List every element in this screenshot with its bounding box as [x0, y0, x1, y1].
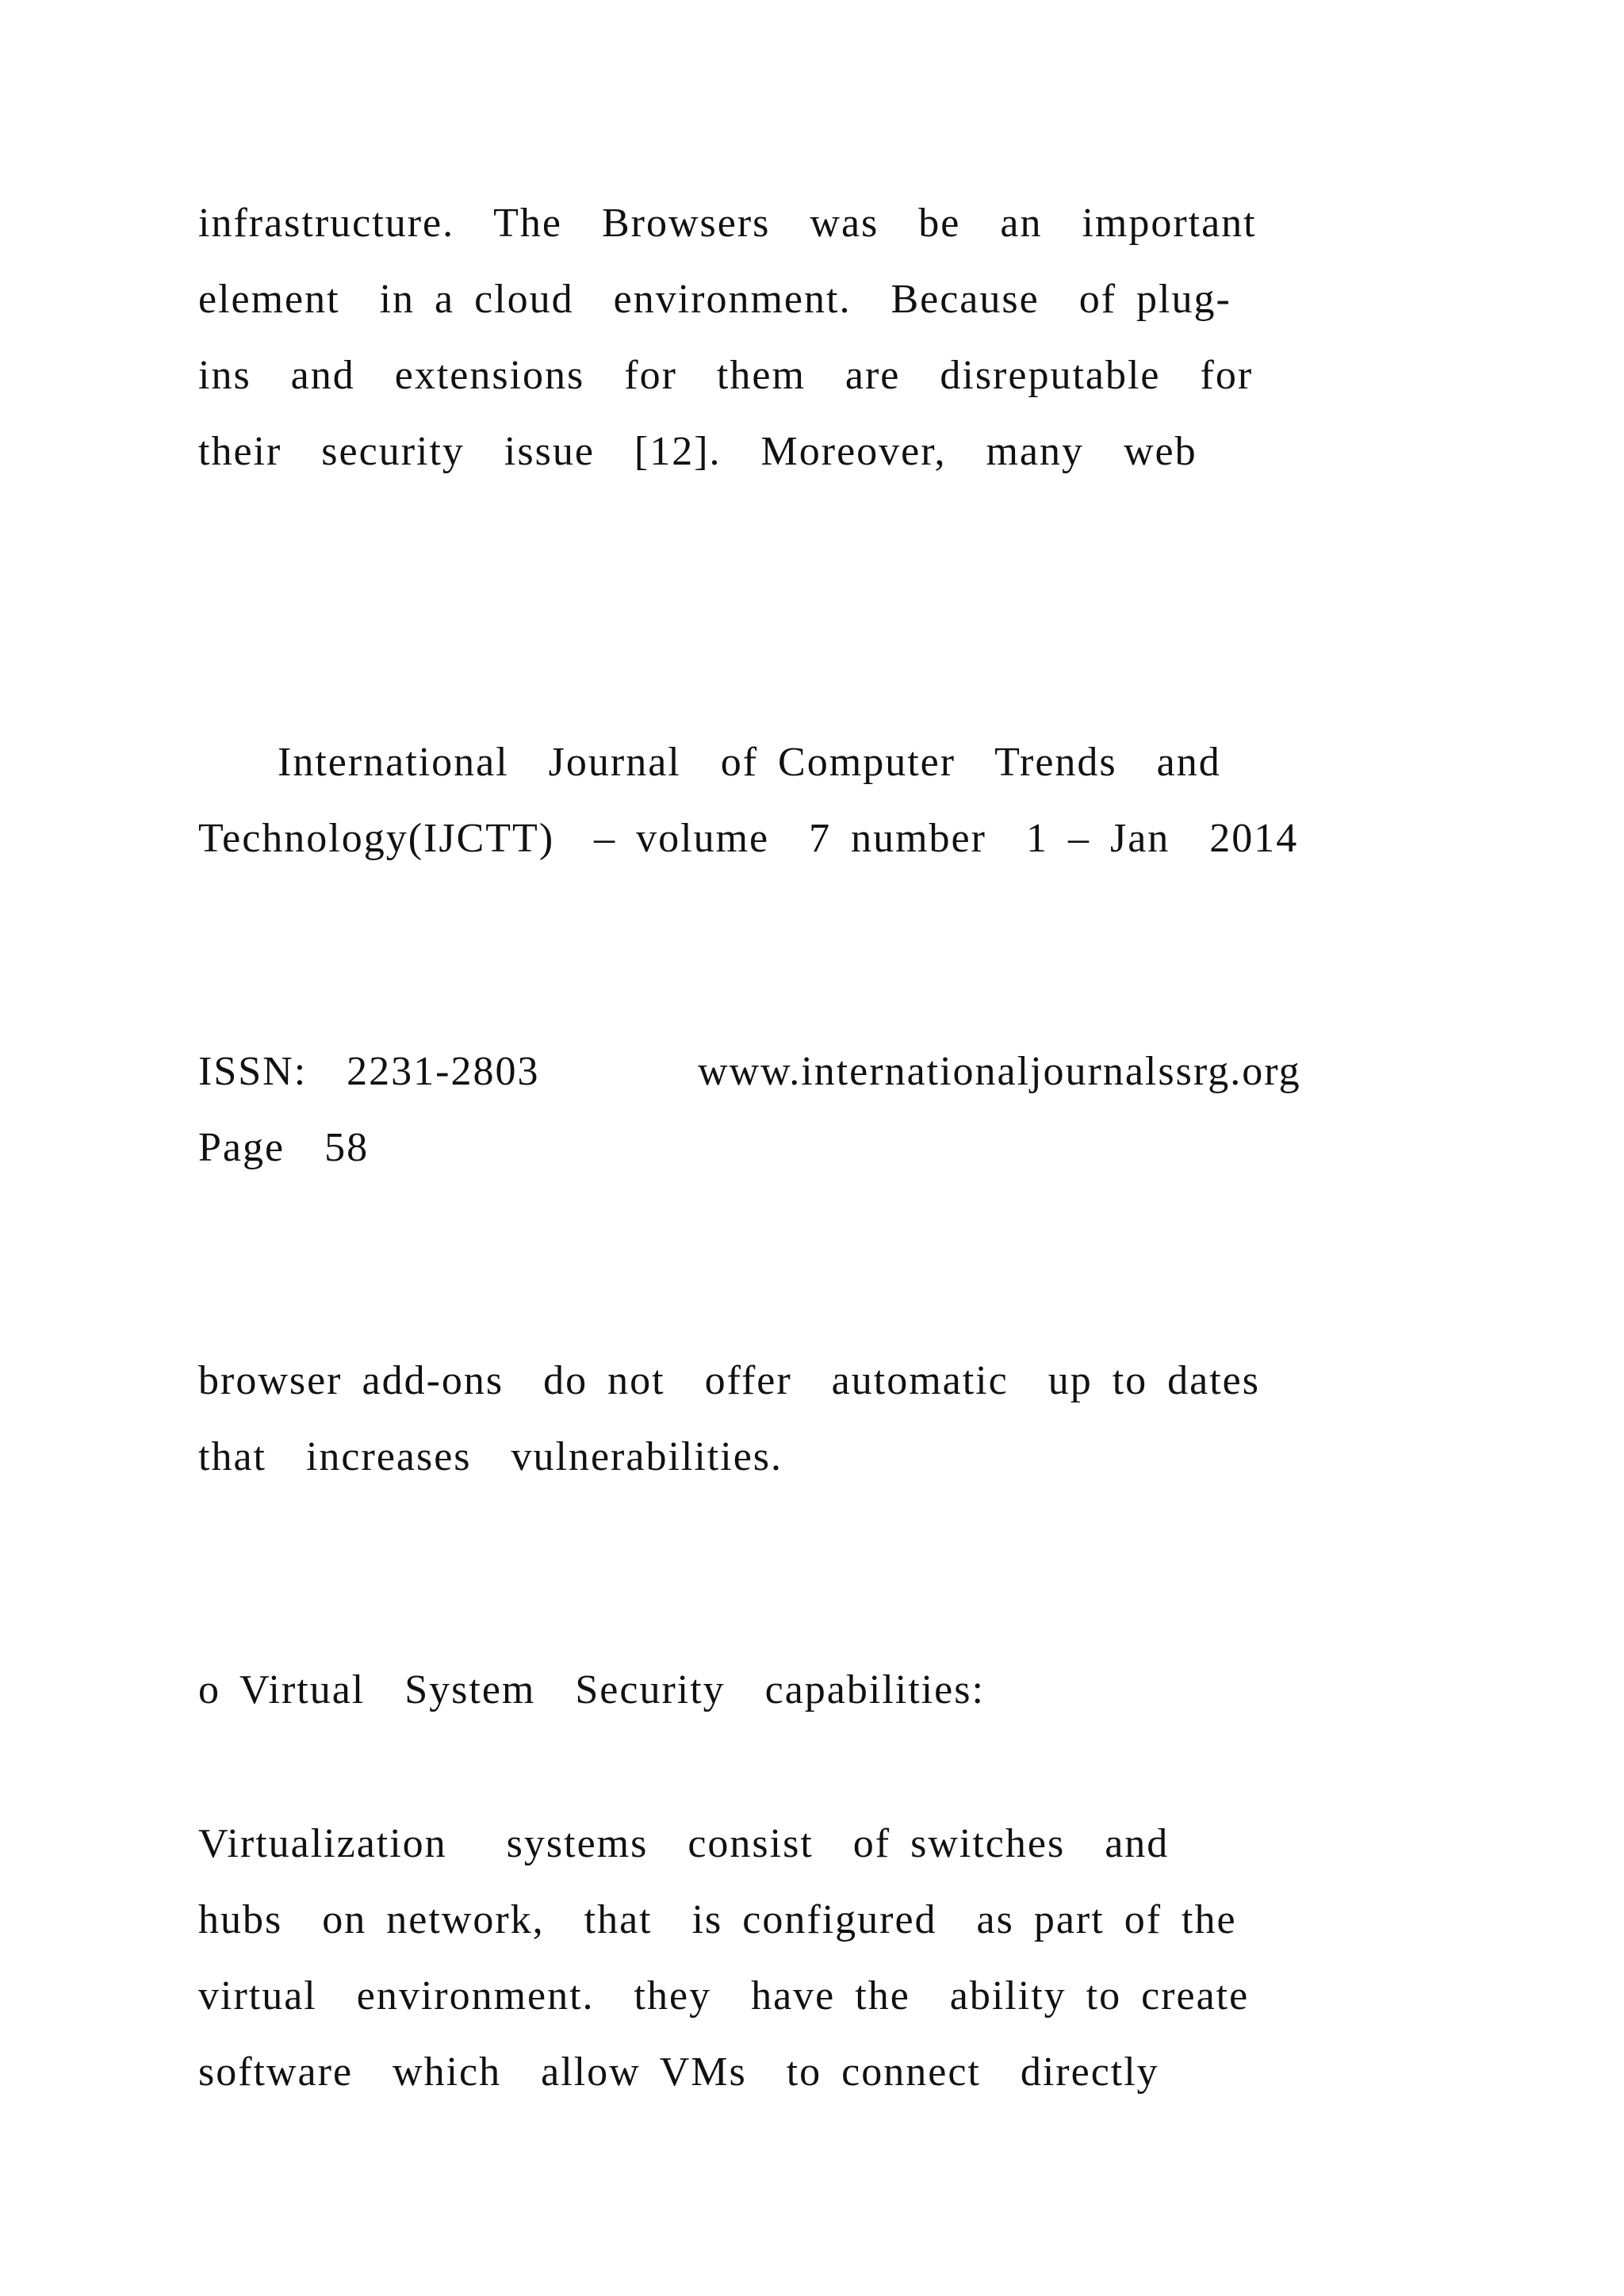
para3-line-3: virtual environment. they have the ability to create: [198, 1973, 1250, 2019]
para3-line-2: hubs on network, that is configured as part of the: [198, 1897, 1237, 1942]
issn-text: ISSN: 2231-2803: [198, 1049, 540, 1094]
journal-title-line-1: International Journal of Computer Trends and: [278, 740, 1221, 785]
para3-line-4: software which allow VMs to connect directly: [198, 2049, 1159, 2095]
para1-line-1: infrastructure. The Browsers was be an important: [198, 201, 1257, 246]
para3-line-1: Virtualization systems consist of switches and: [198, 1821, 1170, 1866]
journal-title-line-2: Technology(IJCTT) – volume 7 number 1 – Jan 2014: [198, 816, 1299, 861]
para1-line-2: element in a cloud environment. Because of plug-: [198, 277, 1231, 322]
para1-line-3: ins and extensions for them are disreputable for: [198, 353, 1254, 398]
page-number: Page 58: [198, 1125, 370, 1170]
journal-url: www.internationaljournalssrg.org: [698, 1049, 1301, 1094]
para2-line-1: browser add-ons do not offer automatic up to dates: [198, 1358, 1260, 1403]
para1-line-4: their security issue [12]. Moreover, many web: [198, 429, 1197, 474]
para2-line-2: that increases vulnerabilities.: [198, 1434, 783, 1479]
section-heading: o Virtual System Security capabilities:: [198, 1667, 985, 1712]
